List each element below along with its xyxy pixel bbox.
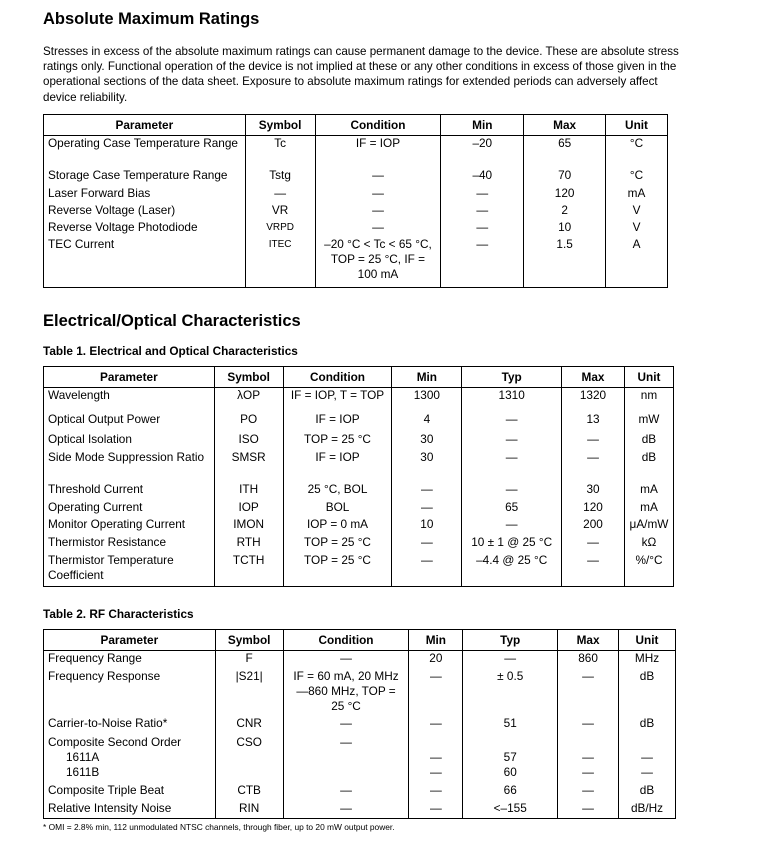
table-cell: IF = IOP [283,412,392,432]
table-cell: — [441,220,524,237]
col-header: Unit [606,115,668,136]
table-cell: — [619,765,676,783]
table-cell: 25 °C, BOL [283,482,392,500]
table-cell: dB/Hz [619,801,676,819]
col-header: Condition [283,367,392,388]
col-header: Condition [315,115,441,136]
table-cell: IF = IOP, T = TOP [283,388,392,413]
table-cell: V [606,203,668,220]
table-cell: — [283,651,409,670]
table-cell: ISO [214,432,283,450]
table-cell: dB [619,669,676,716]
table-cell: 30 [392,450,462,482]
table-cell: ITEC [245,237,315,288]
table-row [44,500,674,517]
table-cell: <–155 [463,801,558,819]
col-header: Min [392,367,462,388]
table-cell: 65 [524,136,606,169]
table-cell: dB [624,450,673,482]
table-cell: 4 [392,412,462,432]
table-cell: — [283,801,409,819]
table-cell: 30 [562,482,625,500]
table-cell: λOP [214,388,283,413]
table-cell: Composite Second Order [44,735,216,750]
table-cell: μA/mW [624,517,673,535]
table-cell: nm [624,388,673,413]
table-cell: — [441,237,524,288]
table-cell: — [558,716,619,735]
table-cell: PO [214,412,283,432]
col-header: Symbol [215,630,283,651]
col-header: Typ [462,367,562,388]
table-cell: — [392,553,462,587]
table-row [44,432,674,450]
table-cell [558,735,619,750]
table-cell: Monitor Operating Current [44,517,215,535]
table-cell: — [283,783,409,801]
table-cell: 1320 [562,388,625,413]
table-cell: IF = 60 mA, 20 MHz—860 MHz, TOP = 25 °C [283,669,409,716]
col-header: Max [558,630,619,651]
col-header: Parameter [44,630,216,651]
rf-table [43,629,676,819]
table-cell: — [558,765,619,783]
table-cell [283,750,409,765]
table-row [44,203,668,220]
col-header: Symbol [245,115,315,136]
table-cell: IF = IOP [315,136,441,169]
table-cell: SMSR [214,450,283,482]
table-cell: — [392,482,462,500]
table-cell: V [606,220,668,237]
table-cell: 66 [463,783,558,801]
table-cell: dB [619,783,676,801]
table-cell: — [562,432,625,450]
table-cell: — [619,750,676,765]
table-row [44,716,676,735]
table-cell: — [392,535,462,553]
table-cell: Wavelength [44,388,215,413]
table-cell: IMON [214,517,283,535]
table-cell: 200 [562,517,625,535]
table-cell: — [409,750,463,765]
table-cell: dB [619,716,676,735]
table-cell: — [409,783,463,801]
table-cell: TEC Current [44,237,246,288]
table-row [44,801,676,819]
table-cell: %/°C [624,553,673,587]
table1-caption: Table 1. Electrical and Optical Characteristics [43,344,298,358]
table-cell: mW [624,412,673,432]
table-row [44,136,668,169]
table-cell: 10 [392,517,462,535]
table-cell: kΩ [624,535,673,553]
table-cell: Threshold Current [44,482,215,500]
col-header: Parameter [44,115,246,136]
table-cell: 70 [524,168,606,186]
table-cell: — [315,220,441,237]
table-row [44,220,668,237]
table-cell [619,735,676,750]
col-header: Condition [283,630,409,651]
table-cell: TCTH [214,553,283,587]
eo-title: Electrical/Optical Characteristics [43,312,301,330]
table-row [44,517,674,535]
table-cell: Tc [245,136,315,169]
table-cell: –4.4 @ 25 °C [462,553,562,587]
table-cell: — [441,203,524,220]
table-cell: °C [606,168,668,186]
table-cell: –40 [441,168,524,186]
table-cell: ± 0.5 [463,669,558,716]
table-cell: RIN [215,801,283,819]
table-cell: Tstg [245,168,315,186]
table-cell: — [409,669,463,716]
table-cell: Side Mode Suppression Ratio [44,450,215,482]
table-row [44,186,668,203]
table-cell: °C [606,136,668,169]
table-cell: Thermistor Temperature Coefficient [44,553,215,587]
table-cell: 1611A [44,750,216,765]
table-cell: — [462,412,562,432]
table-row [44,482,674,500]
table-cell: CSO [215,735,283,750]
table-cell: TOP = 25 °C [283,535,392,553]
table-cell: 57 [463,750,558,765]
table-cell: Relative Intensity Noise [44,801,216,819]
table-cell [409,735,463,750]
table-cell: –20 [441,136,524,169]
eo-table [43,366,674,587]
table-cell: IOP [214,500,283,517]
table-cell: |S21| [215,669,283,716]
table-cell: IOP = 0 mA [283,517,392,535]
table-cell: BOL [283,500,392,517]
table-cell: — [562,450,625,482]
table-cell: — [315,186,441,203]
table-cell: — [409,716,463,735]
footnote: * OMI = 2.8% min, 112 unmodulated NTSC channels, through fiber, up to 20 mW output power. [43,822,395,832]
table-cell [44,136,246,169]
table-cell: VRPD [245,220,315,237]
table-row [44,765,676,783]
table-cell: Operating Current [44,500,215,517]
table-cell: 10 [524,220,606,237]
table-cell: CNR [215,716,283,735]
table-cell: — [409,801,463,819]
table-cell: ITH [214,482,283,500]
table-cell: mA [624,482,673,500]
table-cell: TOP = 25 °C [283,553,392,587]
table-cell: — [558,669,619,716]
table-cell: RTH [214,535,283,553]
col-header: Min [441,115,524,136]
table-row [44,535,674,553]
table-cell: 10 ± 1 @ 25 °C [462,535,562,553]
table-cell: — [462,482,562,500]
table-cell: 120 [524,186,606,203]
table-cell: mA [606,186,668,203]
table-cell: 1611B [44,765,216,783]
table-cell: Frequency Response [44,669,216,716]
table-cell: CTB [215,783,283,801]
table-cell: — [283,735,409,750]
table-cell: Frequency Range [44,651,216,670]
table-cell: 60 [463,765,558,783]
table-cell: — [315,168,441,186]
col-header: Symbol [214,367,283,388]
table-cell: — [558,750,619,765]
col-header: Max [524,115,606,136]
table-cell: MHz [619,651,676,670]
eo-table-body [44,388,674,587]
table-cell: — [462,450,562,482]
table-cell: Thermistor Resistance [44,535,215,553]
table-cell: Reverse Voltage Photodiode [44,220,246,237]
table-row [44,783,676,801]
rf-table-body [44,651,676,819]
table-row [44,412,674,432]
table-header-row [44,630,676,651]
abs-max-table [43,114,668,288]
table-cell: F [215,651,283,670]
table-cell: 1310 [462,388,562,413]
table-cell: — [463,651,558,670]
table-row [44,669,676,716]
table-cell: Optical Isolation [44,432,215,450]
table-cell: 1.5 [524,237,606,288]
col-header: Max [562,367,625,388]
table-row [44,735,676,750]
table-cell: 30 [392,432,462,450]
table-cell: — [409,765,463,783]
table-cell: 20 [409,651,463,670]
table-cell: Laser Forward Bias [44,186,246,203]
table-row [44,553,674,587]
table-cell: — [462,432,562,450]
table-header-row [44,367,674,388]
table-cell: Optical Output Power [44,412,215,432]
table-cell: — [441,186,524,203]
col-header: Unit [624,367,673,388]
table-cell: — [558,801,619,819]
table-cell: VR [245,203,315,220]
table-cell: — [245,186,315,203]
table-cell: 120 [562,500,625,517]
table-cell [463,735,558,750]
table-cell: — [562,535,625,553]
table-cell: TOP = 25 °C [283,432,392,450]
table-cell: — [462,517,562,535]
table-row [44,168,668,186]
table-cell: 13 [562,412,625,432]
col-header: Unit [619,630,676,651]
table2-caption: Table 2. RF Characteristics [43,607,194,621]
table-cell: — [392,500,462,517]
table-cell: 65 [462,500,562,517]
table-cell: — [315,203,441,220]
table-cell [215,750,283,765]
table-header-row [44,115,668,136]
table-cell [283,765,409,783]
abs-max-title: Absolute Maximum Ratings [43,10,260,28]
table-cell: Reverse Voltage (Laser) [44,203,246,220]
table-row [44,450,674,482]
table-cell: Storage Case Temperature Range [44,168,246,186]
table-row [44,237,668,288]
table-cell [215,765,283,783]
table-cell: 51 [463,716,558,735]
table-cell: 2 [524,203,606,220]
table-cell: mA [624,500,673,517]
table-cell: Carrier-to-Noise Ratio* [44,716,216,735]
table-cell: Composite Triple Beat [44,783,216,801]
table-cell: dB [624,432,673,450]
table-cell: A [606,237,668,288]
col-header: Parameter [44,367,215,388]
cell-text: Operating Case Temperature Range [48,136,238,150]
table-cell: 860 [558,651,619,670]
table-cell: — [283,716,409,735]
table-cell: 1300 [392,388,462,413]
table-row [44,750,676,765]
col-header: Typ [463,630,558,651]
table-cell: — [558,783,619,801]
table-cell: –20 °C < Tc < 65 °C, TOP = 25 °C, IF = 100 mA [315,237,441,288]
table-row [44,651,676,670]
abs-max-paragraph: Stresses in excess of the absolute maximum ratings can cause permanent damage to the device. These are absolute stress ratings only. Functional operation of the device is not implied at these or any other conditions in excess of those given in the operational sections of the data sheet. Exposure to absolute maximum ratings for extended periods can adversely affect device reliability. [43,45,679,104]
table-row [44,388,674,413]
col-header: Min [409,630,463,651]
table-cell: IF = IOP [283,450,392,482]
table-cell: — [562,553,625,587]
